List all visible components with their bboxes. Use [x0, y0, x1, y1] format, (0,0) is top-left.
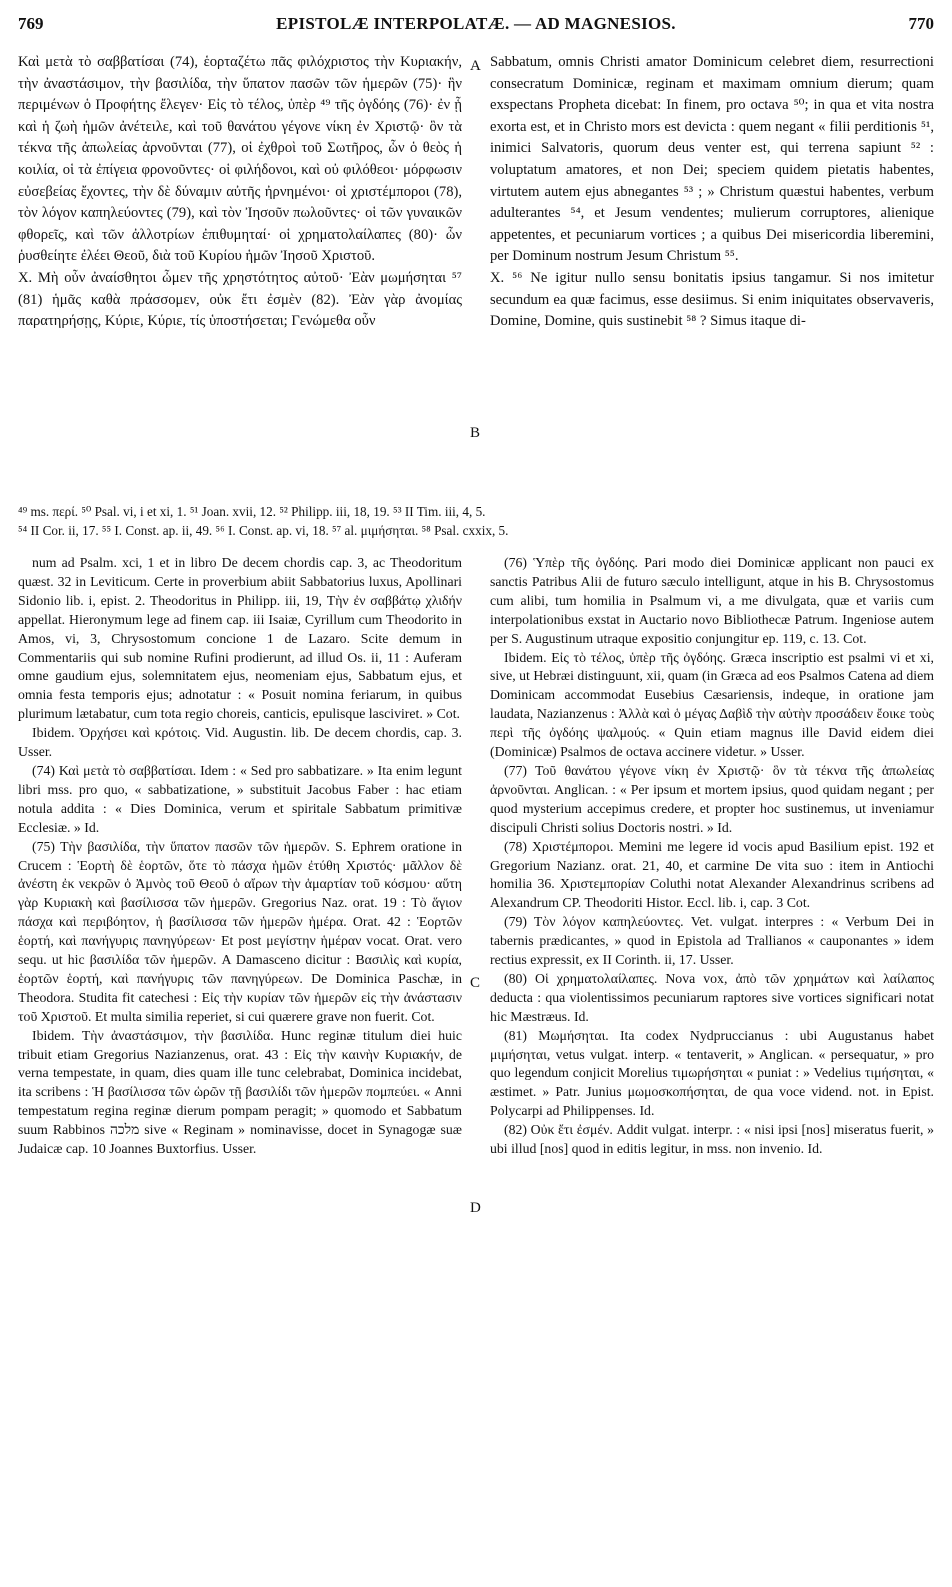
latin-text-column — [490, 52, 934, 333]
note-paragraph: (81) Μωμήσηται. Ita codex Nydpruccianus : ubi Augustanus habet μιμήσηται, vetus vulgat. interp. « tentaverit, » Anglican. « persequatur, » pro quo legendum conjicit Morelius τιμωρήσηται « puniat : » Vedelius τιμήσηται, « æstimet. » Patr. Junius μωμοσκοπήσηται, de qua voce vidend. not. in Epist. Polycarpi ad Philippenses. Id. — [490, 1027, 934, 1119]
page-number-left: 769 — [18, 14, 44, 33]
footnotes — [18, 502, 934, 540]
note-paragraph: Ibidem. Ὀρχήσει καὶ κρότοις. Vid. Augustin. lib. De decem chordis, cap. 3. Usser. — [18, 725, 462, 760]
page-number-right: 770 — [908, 14, 934, 33]
greek-paragraph: X. Μὴ οὖν ἀναίσθητοι ὦμεν τῆς χρηστότητος αὐτοῦ· Ἐὰν μωμήσηται ⁵⁷ (81) ἡμᾶς καθὰ πράσσομεν, οὐκ ἔτι ἐσμὲν (82). Ἐὰν γὰρ ἀνομίας παρατηρήσῃς, Κύριε, Κύριε, τίς ὑποστήσεται; Γενώμεθα οὖν — [18, 269, 462, 330]
note-paragraph: (80) Οἱ χρηματολαίλαπες. Nova vox, ἀπὸ τῶν χρημάτων καὶ λαίλαπος deducta : qua violentissimos pecuniarum raptores sive vortices significari notat hic Mæstræus. Id. — [490, 970, 934, 1024]
note-paragraph: num ad Psalm. xci, 1 et in libro De decem chordis cap. 3, ac Theodoritum quæst. 32 in Leviticum. Certe in proverbium abiit Sabbatorius luxus, Apollinari Sidonio lib. i, epist. 2. Theodoritus in Philipp. iii, 19, Τὴν ἐν σαββάτῳ χλιδήν appellat. Hieronymum lege ad finem cap. iii Isaiæ, Cyrillum cum Theodorito in Amos, vi, 3, Chrysostomum concione 1 de Lazaro. Scite demum in Commentariis qui sub nomine Rufini prodierunt, ad illud Os. ii, 11 : Auferam omne gaudium ejus, solemnitatem ejus, neomeniam ejus, Sabbatum ejus, et omnia festa temporis ejus; adnotatur : « Posuit nomina feriarum, in quibus plurimum lætabatur, cum tota regio choreis, canticis, epulisque lasciviret. » Cot. — [18, 555, 462, 722]
margin-letter-b: B — [470, 425, 481, 441]
page-header — [18, 14, 934, 38]
note-paragraph: (74) Καὶ μετὰ τὸ σαββατίσαι. Idem : « Sed pro sabbatizare. » Ita enim legunt libri mss. pro quo, « sabbatizatione, » substituit Jacobus Faber : hac etiam notula addita : « Dies Dominica, verum et spiritale Sabbatum primitivæ Ecclesiæ. » Id. — [18, 762, 462, 835]
note-paragraph: Ibidem. Τὴν ἀναστάσιμον, τὴν βασιλίδα. Hunc reginæ titulum diei huic tribuit etiam Gregorius Nazianzenus, orat. 43 : Εἰς τὴν καινὴν Κυριακήν, de verna tempestate, in quam, dies quam ille tunc celebrabat, Dominica incidebat, ita scribens : Ἡ βασίλισσα τῶν ὡρῶν τῇ βασιλίδι τῶν ἡμερῶν πομπεύει. « Anni tempestatum regina reginæ dierum pompam peragit; » quomodo et Sabbatum suum Rabbinos מלכה sive « Reginam » nominavisse, docet in Synagogæ suæ Judaicæ cap. 10 Joannes Buxtorfius. Usser. — [18, 1027, 463, 1157]
note-paragraph: (78) Χριστέμποροι. Memini me legere id vocis apud Basilium epist. 192 et Gregorium Nazianz. orat. 21, 40, et carmine De vita suo : item in Antiochi homilia 36. Χριστεμπορίαν Coluthi notat Alexander Alexandrinus scribens ad Alexandrum CP. Theodoriti Histor. Eccl. lib. i, cap. 3 Cot. — [490, 838, 934, 911]
latin-paragraph: Sabbatum, omnis Christi amator Dominicum celebret diem, resurrectioni consecratum Dominicæ, reginam et maximam omnium dierum; quam exspectans Propheta dicebat: In finem, pro octava ⁵⁰; in qua et vita nostra exorta est, et in Christo mors est devicta : quem negant « filii perditionis ⁵¹, inimici Salvatoris, quorum deus venter est, qui terrena sapiunt ⁵² : voluptatum amatores, et non Dei; speciem quidem pietatis habentes, virtutem autem ejus abnegantes ⁵³ ; » Christum quæstui habentes, verbum adulterantes ⁵⁴, et Jesum vendentes; mulierum corruptores, alienique appetentes, et pecuniarum vortices ; a quibus Dei misericordia liberemini, per Dominum nostrum Jesum Christum ⁵⁵. — [490, 54, 934, 265]
running-title: EPISTOLÆ INTERPOLATÆ. — AD MAGNESIOS. — [276, 14, 676, 33]
latin-paragraph: X. ⁵⁶ Ne igitur nullo sensu bonitatis ipsius tangamur. Si nos imitetur secundum ea quæ facimus, esse desiimus. Si enim iniquitates observaveris, Domine, Domine, quis sustinebit ⁵⁸ ? Simus itaque di- — [490, 269, 934, 330]
note-paragraph: Ibidem. Εἰς τὸ τέλος, ὑπὲρ τῆς ὀγδόης. Græca inscriptio est psalmi vi et xi, sive, ut Hebræi distinguunt, xii, quam (in Græca ad eos Psalmos Catena ad diem Dominicam accommodat Eusebius Cæsariensis, indeque, in oratione jam laudata, Nazianzenus : Ἀλλὰ καὶ ὁ μέγας Δαβὶδ τὴν αὐτὴν προσάδειν ἔοικε τοὺς περὶ τῆς ὀγδόης ψαλμούς. « Quin etiam magnus ille David eidem diei (Dominicæ) Psalmos de octava accinere videtur. » Usser. — [490, 649, 934, 760]
note-paragraph: (77) Τοῦ θανάτου γέγονε νίκη ἐν Χριστῷ· ὃν τὰ τέκνα τῆς ἀπωλείας ἀρνοῦνται. Anglican. : « Per ipsum et mortem ipsius, quod quidam negant ; per quod mysterium accepimus credere, et propter hoc sustinemus, ut inveniamur discipuli Christi solius Doctoris nostri. » Id. — [490, 762, 934, 835]
margin-letter-c: C — [470, 975, 481, 991]
margin-letter-a: A — [470, 58, 481, 74]
note-paragraph: (75) Τὴν βασιλίδα, τὴν ὕπατον πασῶν τῶν ἡμερῶν. S. Ephrem oratione in Crucem : Ἑορτὴ δὲ ἑορτῶν, ὅτε τὸ πάσχα ἡμῶν ἐτύθη Χριστός· μᾶλλον δὲ ἀνέστη ἐκ νεκρῶν ὁ Ἀμνὸς τοῦ Θεοῦ ὁ αἴρων τὴν ἁμαρτίαν τοῦ κόσμου· αὕτη γὰρ Κυριακὴ καὶ βασίλισσα τῶν ἡμερῶν. Gregorius Naz. orat. 19 : Τὸ ἅγιον πάσχα καὶ περιβόητον, ἡ βασίλισσα τῶν ἡμερῶν ἡμέρα. Orat. 42 : Ἑορτῶν ἑορτή, καὶ πανήγυρις πανηγύρεων· Et post μεγίστην ἡμέραν vocat. Orat. vero sequ. ut hic βασιλίδα τῶν ἡμερῶν. A Damasceno dicitur : Βασιλὶς καὶ κυρία, ἑορτῶν ἑορτή, καὶ πανήγυρις τῶν πανηγύρεων. De Dominica Paschæ, in Theodora. Studita fit catechesi : Εἰς τὴν κυρίαν τῶν ἡμερῶν εἰς τὴν ἀνάστασιν τοῦ Χριστοῦ. Et multa similia reperiet, si cui quærere grave non fuerit. Cot. — [18, 838, 462, 1024]
footnote-line: ⁵⁴ II Cor. ii, 17. ⁵⁵ I. Const. ap. ii, 49. ⁵⁶ I. Const. ap. vi, 18. ⁵⁷ al. μιμήσηται. ⁵⁸ Psal. cxxix, 5. — [18, 523, 509, 538]
greek-text-column — [18, 52, 462, 333]
note-paragraph: (82) Οὐκ ἔτι ἐσμέν. Addit vulgat. interpr. : « nisi ipsi [nos] miseratus fuerit, » ubi illud [nos] quod in editis legitur, in mss. non invenio. Id. — [490, 1122, 934, 1157]
notes-left-column — [18, 554, 462, 1159]
note-paragraph: (79) Τὸν λόγον καπηλεύοντες. Vet. vulgat. interpres : « Verbum Dei in tabernis prædicantes, » quod in Epistola ad Trallianos « cauponantes » idem rectius expressit, ex II Corinth. ii, 17. Usser. — [490, 914, 934, 968]
greek-paragraph: Καὶ μετὰ τὸ σαββατίσαι (74), ἑορταζέτω πᾶς φιλόχριστος τὴν Κυριακήν, τὴν ἀναστάσιμον, τὴν βασιλίδα, τὴν ὕπατον πασῶν τῶν ἡμερῶν (75)· ἣν περιμένων ὁ Προφήτης ἔλεγεν· Εἰς τὸ τέλος, ὑπὲρ ⁴⁹ τῆς ὀγδόης (76)· ἐν ᾗ καὶ ἡ ζωὴ ἡμῶν ἀνέτειλε, καὶ τοῦ θανάτου γέγονε νίκη ἐν Χριστῷ· ὃν τὰ τέκνα τῆς ἀπωλείας ἀρνοῦνται (77), οἱ ἐχθροὶ τοῦ Σωτῆρος, ὧν ὁ θεὸς ἡ κοιλία, οἱ τὰ ἐπίγεια φρονοῦντες· οἱ φιλήδονοι, καὶ οὐ φιλόθεοι· μόρφωσιν εὐσεβείας ἔχοντες, τὴν δὲ δύναμιν αὐτῆς ἠρνημένοι· οἱ χριστέμποροι (78), τὸν λόγον καπηλεύοντες (79), καὶ τὸν Ἰησοῦν πωλοῦντες· οἱ τῶν γυναικῶν φθορεῖς, καὶ τῶν ἀλλοτρίων ἐπιθυμηταί· οἱ χρηματολαίλαπες (80)· ὧν ῥυσθείητε ἐλέει Θεοῦ, διὰ τοῦ Κυρίου ἡμῶν Ἰησοῦ Χριστοῦ. — [18, 54, 462, 265]
note-paragraph: (76) Ὑπὲρ τῆς ὀγδόης. Pari modo diei Dominicæ applicant non pauci ex sanctis Patribus Alii de futuro sæculo intelligunt, atque in his B. Chrysostomus cum alibi, tum homilia in Psalmum vi, a me divulgata, quæ et variis cum interpolationibus exstat in Auctario novo Bibliothecæ Patrum. Ingeniose autem per S. Augustinum utraque expositio conjungitur ep. 119, c. 13. Cot. — [490, 555, 934, 646]
margin-letter-d: D — [470, 1200, 481, 1216]
footnote-line: ⁴⁹ ms. περί. ⁵⁰ Psal. vi, i et xi, 1. ⁵¹ Joan. xvii, 12. ⁵² Philipp. iii, 18, 19. ⁵³ II Tim. iii, 4, 5. — [18, 504, 486, 519]
notes-right-column — [490, 554, 934, 1159]
